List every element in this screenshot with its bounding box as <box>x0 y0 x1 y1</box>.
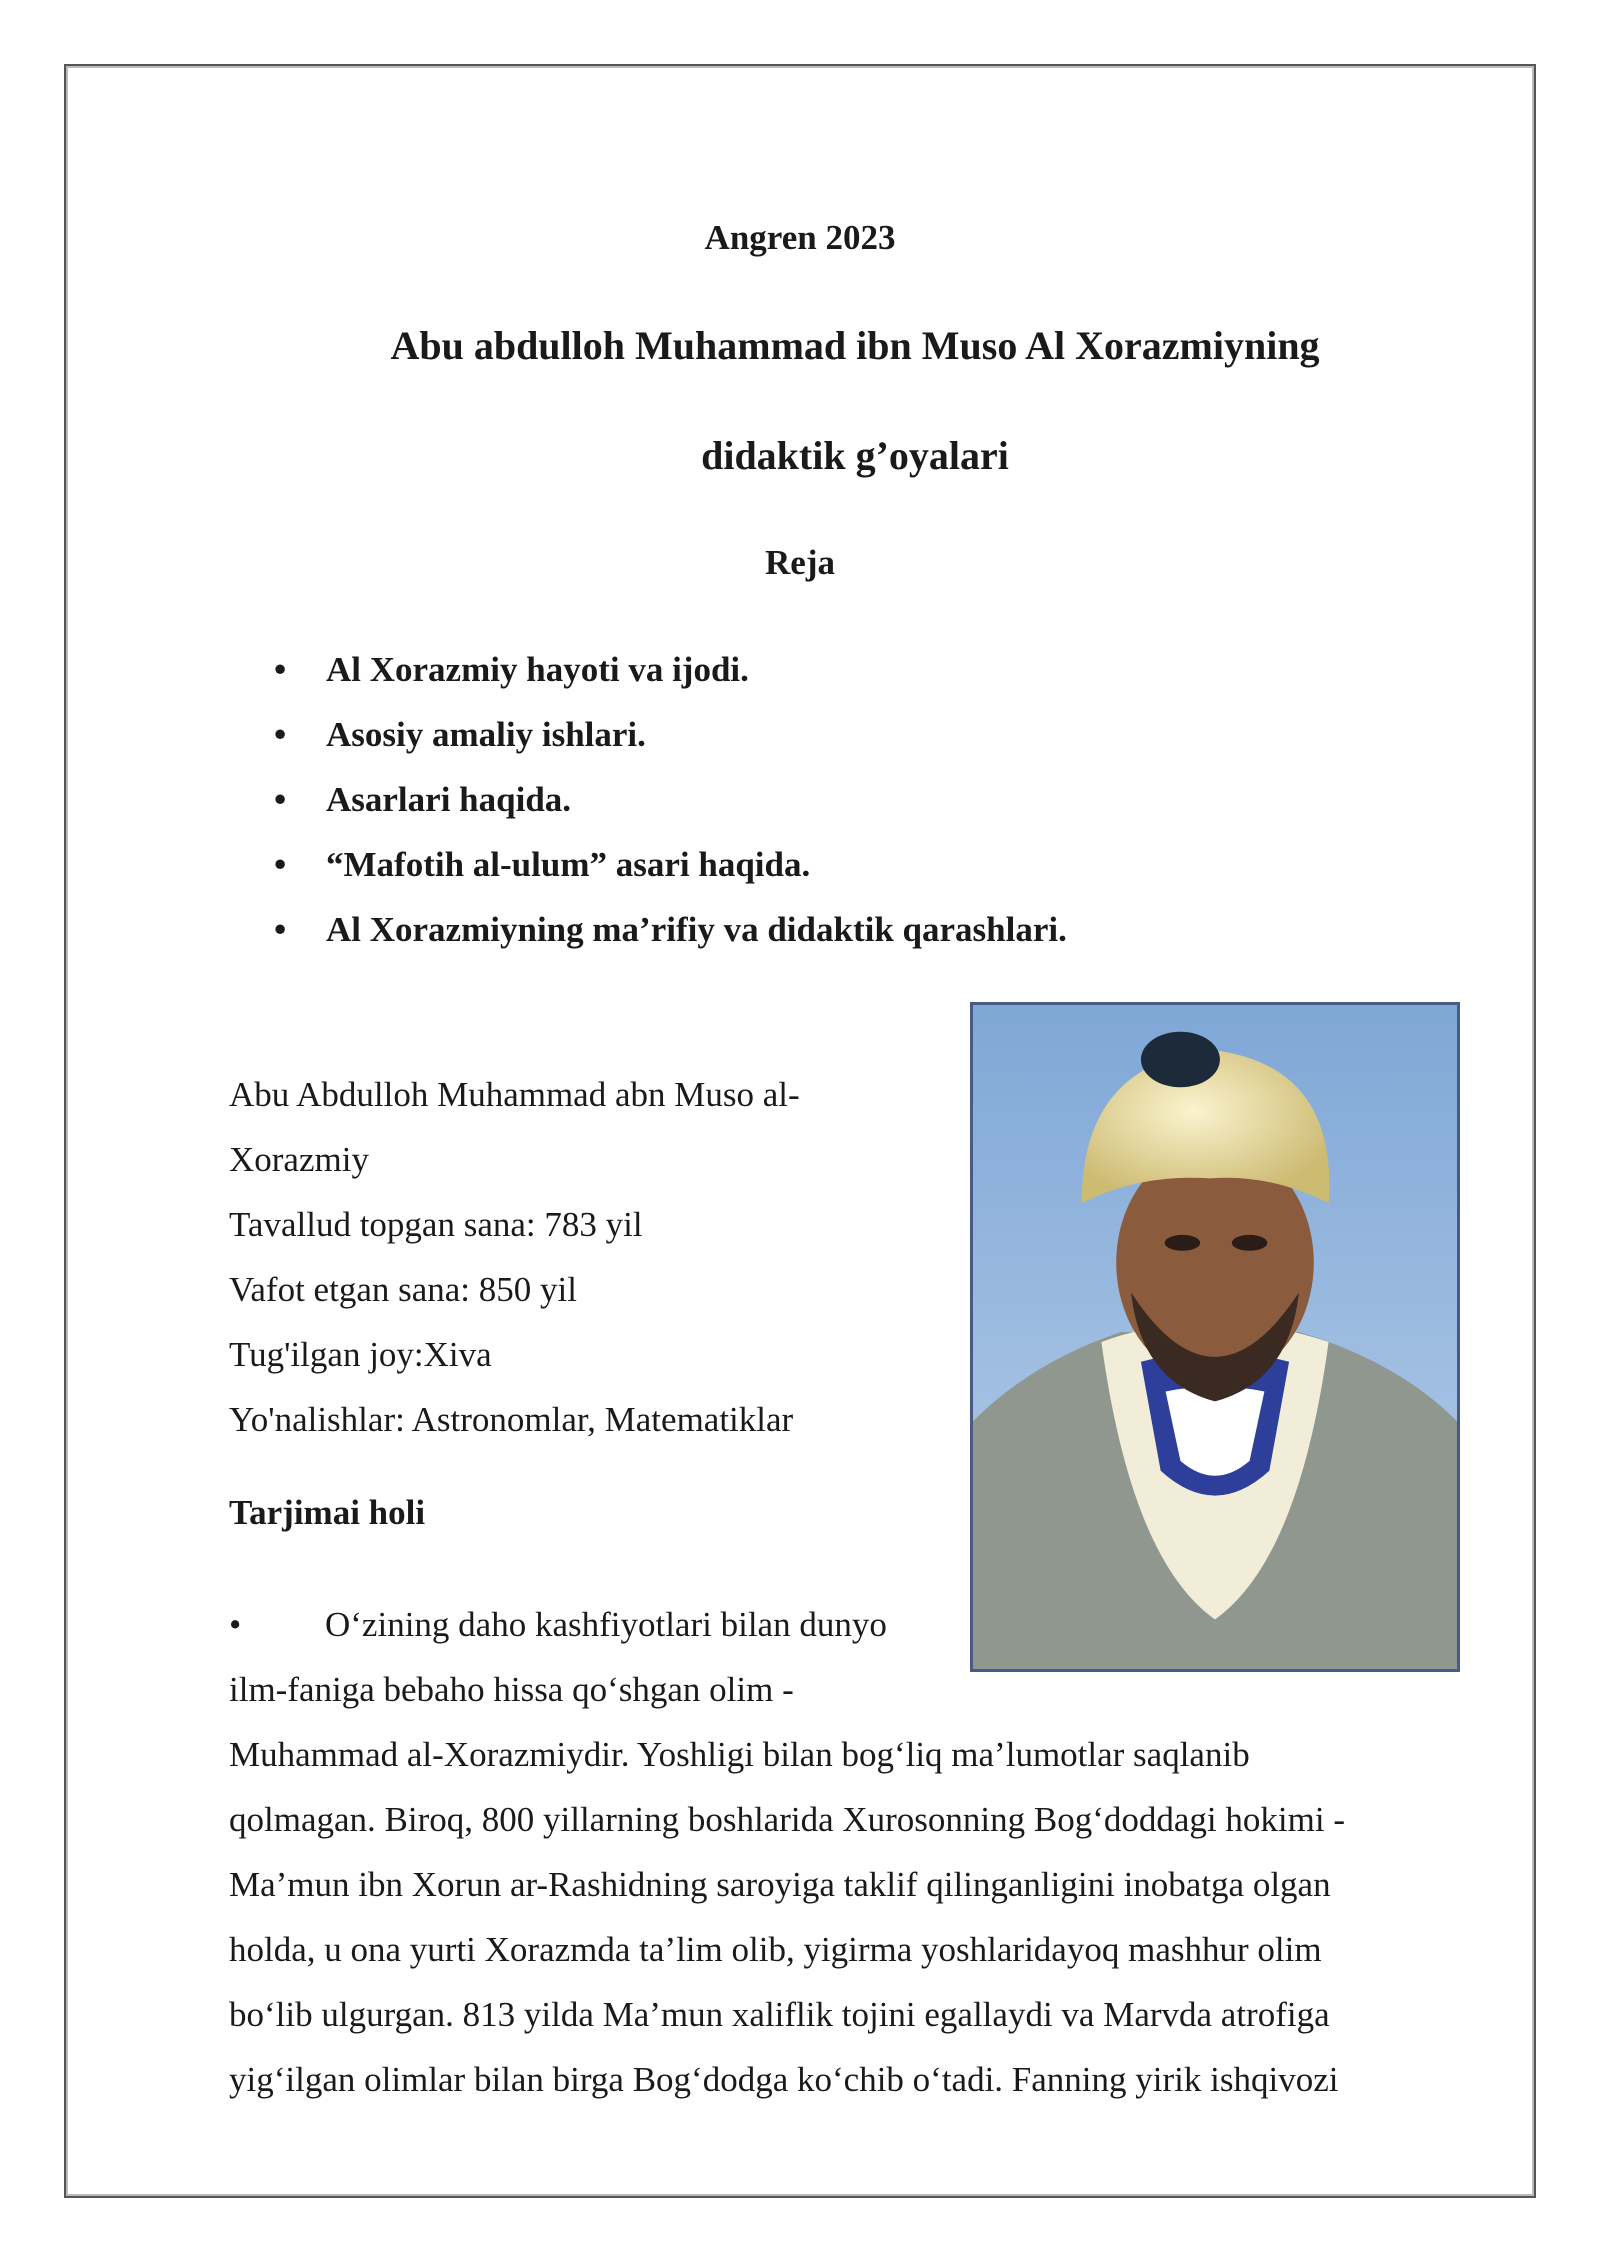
biography-heading: Tarjimai holi <box>229 1493 426 1532</box>
plan-item: • “Mafotih al-ulum” asari haqida. <box>274 835 1067 900</box>
name-line-2: Xorazmiy <box>229 1140 369 1179</box>
plan-heading: Reja <box>765 543 835 582</box>
bullet: • <box>229 1605 242 1644</box>
biography-text <box>229 1592 1345 2112</box>
biography-line: Ma’mun ibn Xorun ar-Rashidning saroyiga taklif qilinganligini inobatga olgan <box>229 1865 1331 1904</box>
place-year: Angren 2023 <box>704 218 896 257</box>
biography-line-text: O‘zining daho kashfiyotlari bilan dunyo <box>325 1605 887 1644</box>
portrait-image <box>970 1002 1460 1672</box>
biography-line: qolmagan. Biroq, 800 yillarning boshlarida Xurosonning Bog‘doddagi hokimi - <box>229 1800 1345 1839</box>
portrait-illustration <box>973 1005 1457 1669</box>
fields: Yo'nalishlar: Astronomlar, Matematiklar <box>229 1400 794 1439</box>
name-line-1: Abu Abdulloh Muhammad abn Muso al- <box>229 1075 800 1114</box>
biography-line <box>229 1592 1345 1657</box>
plan-item: • Asarlari haqida. <box>274 770 1067 835</box>
death-date: Vafot etgan sana: 850 yil <box>229 1270 577 1309</box>
biography-line: Muhammad al-Xorazmiydir. Yoshligi bilan bog‘liq ma’lumotlar saqlanib <box>229 1735 1250 1774</box>
birthplace: Tug'ilgan joy:Xiva <box>229 1335 492 1374</box>
plan-item: • Al Xorazmiyning ma’rifiy va didaktik qarashlari. <box>274 900 1067 965</box>
plan-item: • Al Xorazmiy hayoti va ijodi. <box>274 640 1067 705</box>
biography-line: yig‘ilgan olimlar bilan birga Bog‘dodga ko‘chib o‘tadi. Fanning yirik ishqivozi <box>229 2060 1339 2099</box>
title-line-1: Abu abdulloh Muhammad ibn Muso Al Xorazmiyning <box>390 323 1320 368</box>
biography-line: bo‘lib ulgurgan. 813 yilda Ma’mun xaliflik tojini egallaydi va Marvda atrofiga <box>229 1995 1330 2034</box>
plan-list <box>274 640 1067 965</box>
info-block <box>229 1062 800 1452</box>
biography-line: holda, u ona yurti Xorazmda ta’lim olib, yigirma yoshlaridayoq mashhur olim <box>229 1930 1322 1969</box>
title-line-2: didaktik g’oyalari <box>701 433 1009 478</box>
biography-line: ilm-faniga bebaho hissa qo‘shgan olim - <box>229 1670 794 1709</box>
birth-date: Tavallud topgan sana: 783 yil <box>229 1205 643 1244</box>
plan-item: • Asosiy amaliy ishlari. <box>274 705 1067 770</box>
